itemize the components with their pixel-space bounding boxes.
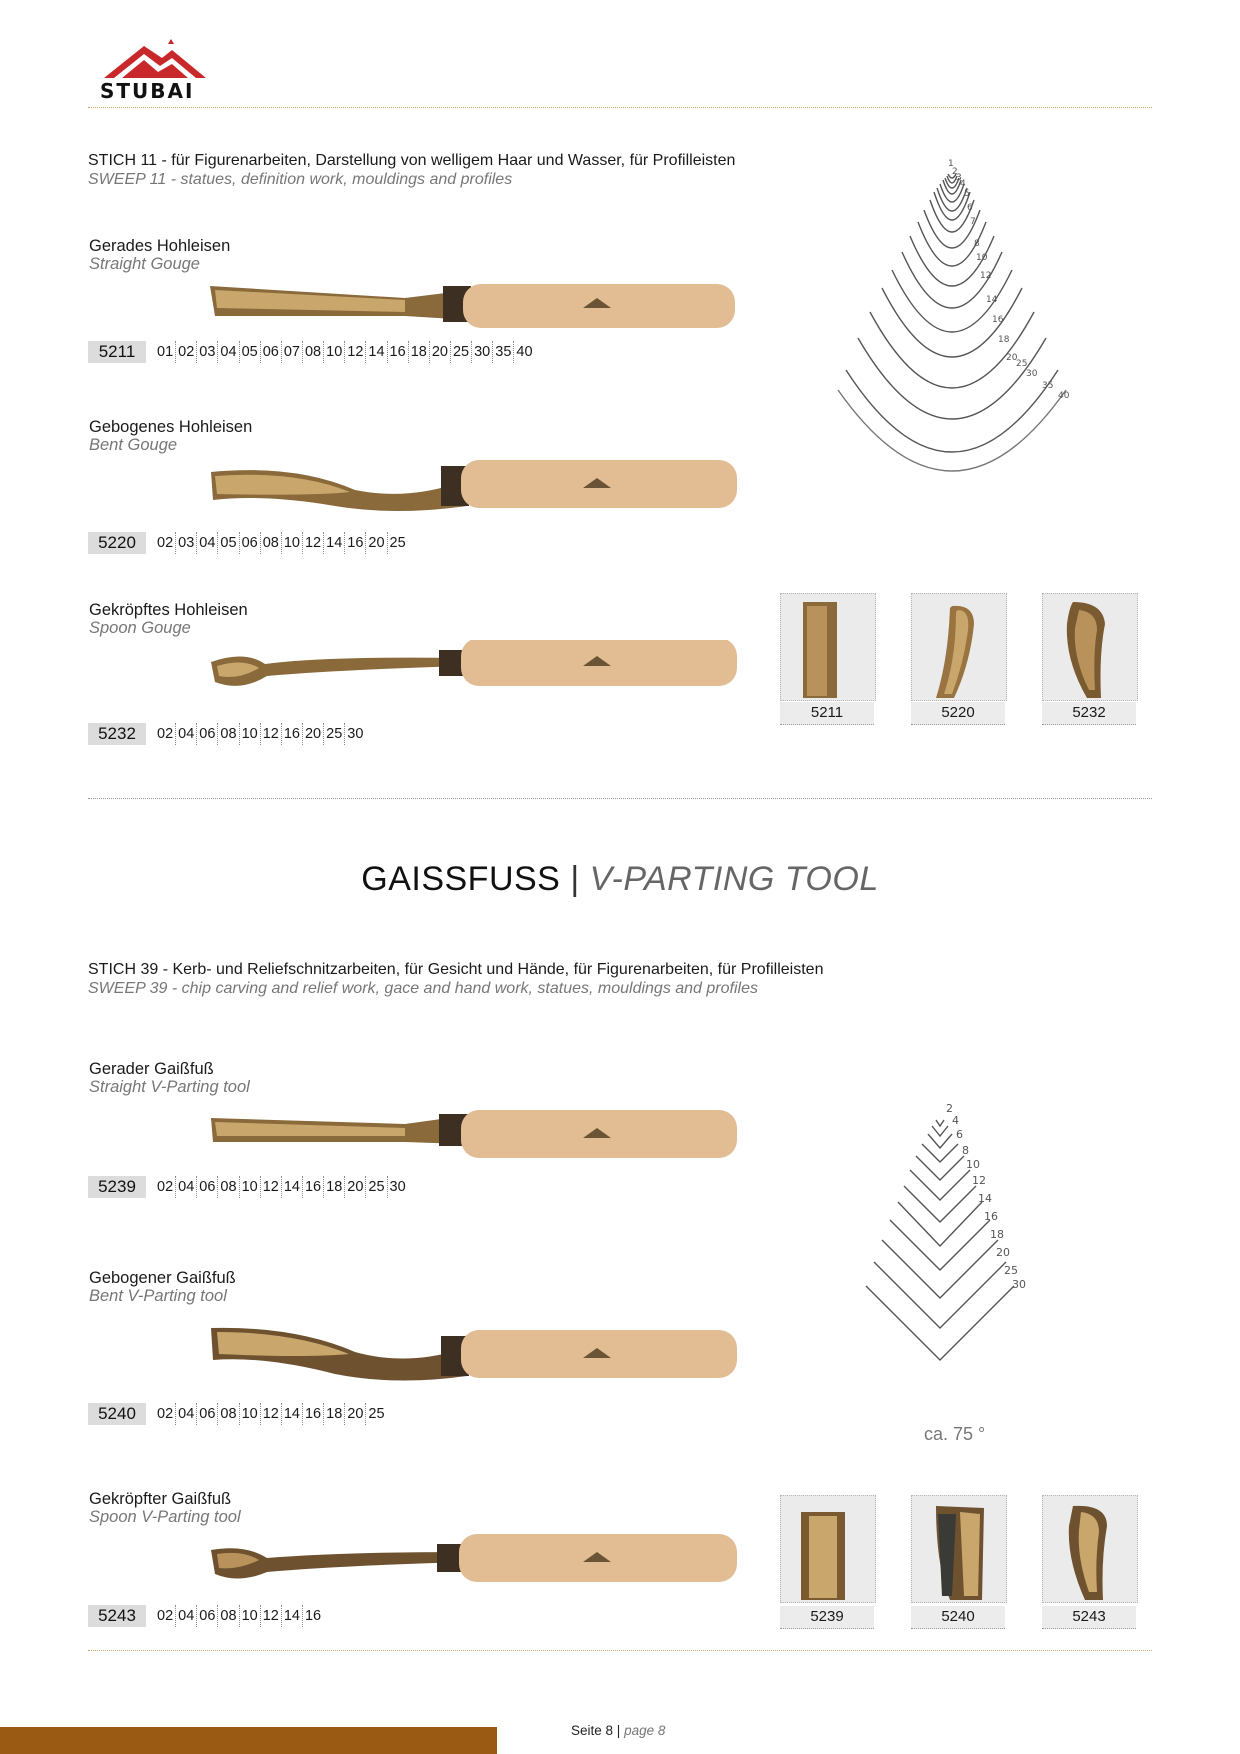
size-value: 16 [303,1403,324,1425]
size-value: 25 [368,1406,385,1422]
size-value: 10 [240,1403,261,1425]
size-value: 06 [261,341,282,363]
profile-label: 30 [1026,369,1038,379]
size-value: 25 [324,723,345,745]
size-value: 04 [176,723,197,745]
size-value: 08 [218,723,239,745]
size-value: 03 [197,341,218,363]
tool-5243-sizes [155,1605,323,1627]
size-value: 20 [366,532,387,554]
size-value: 20 [430,341,451,363]
size-value: 02 [155,1605,176,1627]
profile-label: 20 [1006,353,1018,363]
size-value: 08 [218,1605,239,1627]
bent-v-parting-tip-image [912,1496,1006,1602]
size-value: 12 [261,723,282,745]
angle-label: ca. 75 ° [924,1424,986,1444]
size-value: 08 [218,1403,239,1425]
profile-label: 25 [1004,1264,1018,1277]
bent-gouge-tip-image [912,594,1006,700]
stubai-logo [100,38,210,102]
tool-5211-name-de: Gerades Hohleisen [89,237,231,255]
profile-label: 16 [984,1210,998,1223]
size-value: 16 [303,1176,324,1198]
thumb-5211 [780,593,876,701]
tool-5240-name-en: Bent V-Parting tool [89,1287,227,1305]
sweep39-profile-diagram [860,1100,1060,1460]
size-value: 02 [176,341,197,363]
size-value: 10 [282,532,303,554]
thumb-label-5232: 5232 [1042,702,1136,725]
tool-5220-code: 5220 [88,532,146,554]
profile-label: 12 [972,1174,986,1187]
thumb-label-5220: 5220 [911,702,1005,725]
size-value: 14 [282,1403,303,1425]
size-value: 18 [324,1176,345,1198]
straight-gouge-tip-image [781,594,875,700]
size-value: 20 [345,1403,366,1425]
section-title-en: V-PARTING TOOL [589,860,879,898]
size-value: 04 [176,1403,197,1425]
header-divider [88,107,1152,108]
straight-gouge-image [205,272,745,342]
size-value: 35 [493,341,514,363]
size-value: 12 [261,1176,282,1198]
thumb-label-5240: 5240 [911,1606,1005,1629]
straight-v-parting-tool-image [205,1104,745,1174]
tool-5232-code: 5232 [88,723,146,745]
size-value: 12 [345,341,366,363]
size-value: 06 [197,1176,218,1198]
tool-5240-sizes [155,1403,387,1425]
tool-5220-sizes [155,532,408,554]
size-value: 05 [240,341,261,363]
spoon-gouge-image [205,640,745,710]
size-value: 30 [472,341,493,363]
profile-label: 35 [1042,381,1054,391]
section-divider [88,798,1152,799]
size-value: 14 [282,1605,303,1627]
profile-label: 18 [990,1228,1004,1241]
tool-5240-name-de: Gebogener Gaißfuß [89,1269,236,1287]
thumb-label-5211: 5211 [780,702,874,725]
size-value: 04 [176,1605,197,1627]
size-value: 25 [451,341,472,363]
spoon-v-parting-tool-image [205,1530,745,1600]
brand-name: STUBAI [100,79,195,103]
size-value: 16 [282,723,303,745]
size-value: 06 [240,532,261,554]
profile-label: 8 [974,239,980,249]
size-value: 04 [176,1176,197,1198]
tool-5239-code: 5239 [88,1176,146,1198]
profile-label: 1 [948,159,954,169]
tool-5232-sizes [155,723,365,745]
profile-label: 2 [952,167,958,177]
size-value: 06 [197,1403,218,1425]
size-value: 40 [516,344,533,360]
footer-page-number [571,1723,665,1738]
profile-label: 18 [998,335,1010,345]
profile-label: 40 [1058,391,1070,401]
profile-label: 25 [1016,359,1028,369]
size-value: 20 [345,1176,366,1198]
size-value: 04 [218,341,239,363]
profile-label: 4 [952,1114,959,1127]
straight-v-parting-tip-image [781,1496,875,1602]
size-value: 04 [197,532,218,554]
spoon-gouge-tip-image [1043,594,1137,700]
size-value: 25 [366,1176,387,1198]
tool-5239-sizes [155,1176,408,1198]
page-label-de: Seite 8 [571,1723,614,1738]
size-value: 02 [155,1403,176,1425]
size-value: 12 [261,1605,282,1627]
size-value: 12 [303,532,324,554]
size-value: 14 [282,1176,303,1198]
size-value: 16 [304,1608,322,1624]
tool-5232-name-en: Spoon Gouge [89,619,191,637]
bent-v-parting-tool-image [205,1310,745,1400]
thumb-5232 [1042,593,1138,701]
sweep11-title-en: SWEEP 11 - statues, definition work, mouldings and profiles [88,171,513,188]
thumb-5239 [780,1495,876,1603]
size-value: 08 [303,341,324,363]
page-separator: | [616,1723,621,1738]
section-title [0,860,1240,899]
size-value: 02 [155,723,176,745]
tool-5211-code: 5211 [88,341,146,363]
thumb-label-5243: 5243 [1042,1606,1136,1629]
sweep39-title-de: STICH 39 - Kerb- und Reliefschnitzarbeiten, für Gesicht und Hände, für Figurenarbeiten, für Profilleisten [88,961,824,978]
section-title-separator: | [570,860,580,898]
size-value: 03 [176,532,197,554]
size-value: 16 [345,532,366,554]
section-title-de: GAISSFUSS [361,860,561,898]
profile-label: 10 [976,253,988,263]
stubai-mountain-icon [100,38,210,82]
size-value: 14 [366,341,387,363]
profile-label: 14 [978,1192,992,1205]
footer-bar [0,1727,497,1754]
profile-label: 3 [956,173,962,183]
profile-label: 30 [1012,1278,1026,1291]
size-value: 16 [388,341,409,363]
page-label-en: page 8 [624,1723,666,1738]
sweep11-profile-diagram [830,152,1080,532]
profile-label: 8 [962,1144,969,1157]
tool-5243-name-de: Gekröpfter Gaißfuß [89,1490,232,1508]
spoon-v-parting-tip-image [1043,1496,1137,1602]
profile-label: 10 [966,1158,980,1171]
thumb-5240 [911,1495,1007,1603]
tool-5243-name-en: Spoon V-Parting tool [89,1508,241,1526]
tool-5211-name-en: Straight Gouge [89,255,200,273]
profile-label: 2 [946,1102,953,1115]
tool-5211-sizes [155,341,535,363]
size-value: 10 [324,341,345,363]
profile-label: 16 [992,315,1004,325]
size-value: 20 [303,723,324,745]
footer-divider [88,1650,1152,1651]
thumb-5220 [911,593,1007,701]
size-value: 30 [389,1179,406,1195]
profile-label: 14 [986,295,998,305]
size-value: 06 [197,723,218,745]
size-value: 25 [389,535,406,551]
profile-label: 4 [960,179,966,189]
size-value: 18 [324,1403,345,1425]
size-value: 10 [240,723,261,745]
profile-label: 6 [967,203,973,213]
tool-5232-name-de: Gekröpftes Hohleisen [89,601,248,619]
size-value: 07 [282,341,303,363]
size-value: 12 [261,1403,282,1425]
tool-5220-name-de: Gebogenes Hohleisen [89,418,253,436]
profile-label: 5 [964,189,970,199]
size-value: 08 [261,532,282,554]
size-value: 10 [240,1605,261,1627]
thumb-5243 [1042,1495,1138,1603]
profile-label: 20 [996,1246,1010,1259]
size-value: 02 [155,532,176,554]
profile-label: 7 [970,217,976,227]
size-value: 30 [347,726,364,742]
sweep11-title-de: STICH 11 - für Figurenarbeiten, Darstellung von welligem Haar und Wasser, für Profilleisten [88,152,736,169]
tool-5243-code: 5243 [88,1605,146,1627]
size-value: 06 [197,1605,218,1627]
size-value: 10 [240,1176,261,1198]
bent-gouge-image [205,454,745,524]
size-value: 02 [155,1176,176,1198]
thumb-label-5239: 5239 [780,1606,874,1629]
size-value: 01 [155,341,176,363]
profile-label: 6 [956,1128,963,1141]
sweep39-title-en: SWEEP 39 - chip carving and relief work, gace and hand work, statues, mouldings and profiles [88,980,758,997]
profile-label: 12 [980,271,992,281]
tool-5220-name-en: Bent Gouge [89,436,178,454]
size-value: 05 [218,532,239,554]
tool-5239-name-de: Gerader Gaißfuß [89,1060,214,1078]
size-value: 14 [324,532,345,554]
tool-5240-code: 5240 [88,1403,146,1425]
size-value: 08 [218,1176,239,1198]
tool-5239-name-en: Straight V-Parting tool [89,1078,250,1096]
size-value: 18 [409,341,430,363]
